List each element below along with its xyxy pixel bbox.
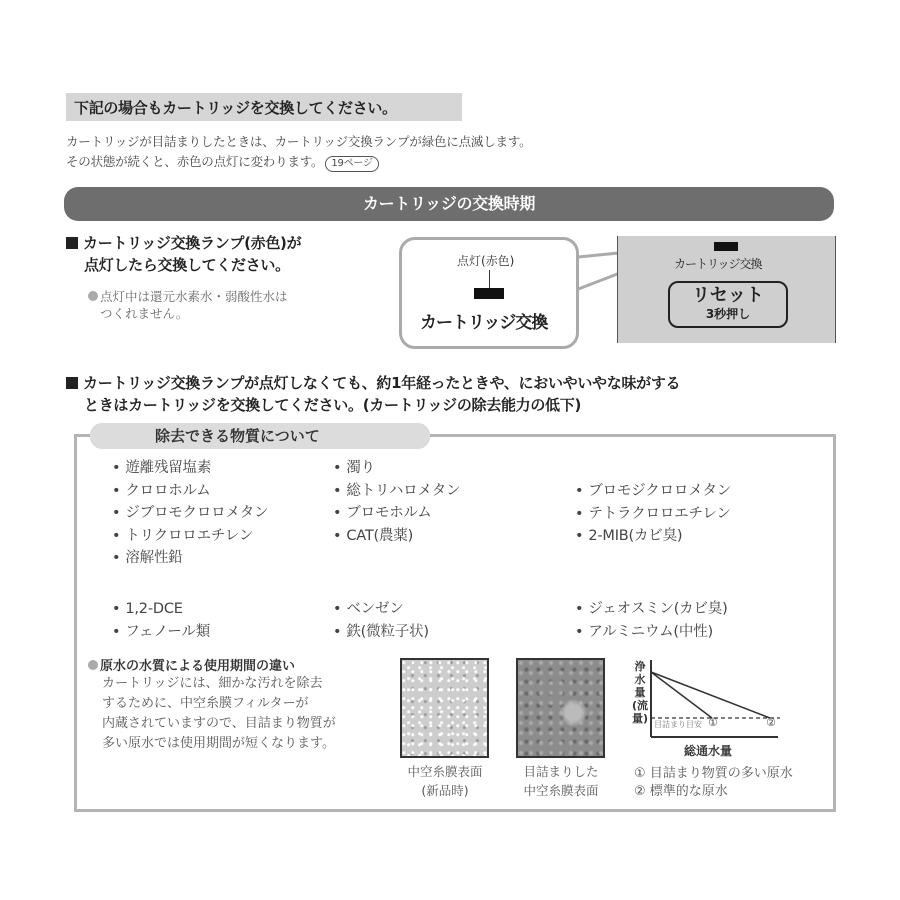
threshold-label: 目詰まり目安 [654,720,702,729]
section-title: カートリッジの交換時期 [64,187,834,221]
list-item: • ブロモジクロロメタン [575,480,731,503]
circle-bullet-icon [88,660,98,670]
square-bullet-icon [66,377,78,389]
substance-list-row2-col3 [575,598,728,643]
list-item: • フェノール類 [112,621,210,644]
substance-list-row2-col2 [333,598,429,643]
graph-xlabel: 総通水量 [684,744,733,758]
list-item: • 濁り [333,457,460,480]
lamp-leader-line [489,270,490,288]
list-item: • アルミニウム(中性) [575,621,728,644]
list-item: • ブロモホルム [333,502,460,525]
circle-bullet-icon [88,291,98,301]
new-membrane-photo [400,658,489,758]
lamp-status-label: 点灯(赤色) [457,254,515,268]
legend-item-1: ① 目詰まり物質の多い原水 [634,766,793,781]
marker-2: ② [766,716,776,729]
list-item: • 1,2-DCE [112,598,210,621]
substance-list-row2-col1 [112,598,210,643]
marker-1: ① [708,716,718,729]
water-quality-heading: 原水の水質による使用期間の違い [100,659,296,674]
notice-title: 下記の場合もカートリッジを交換してください。 [66,93,462,121]
list-item: • CAT(農薬) [333,525,460,548]
list-item: • トリクロロエチレン [112,525,268,548]
cartridge-lamp-icon [714,242,738,251]
list-item: • ジェオスミン(カビ臭) [575,598,728,621]
substance-list-col1 [112,457,268,570]
notice-line-1: カートリッジが目詰まりしたときは、カートリッジ交換ランプが緑色に点滅します。 [66,134,532,149]
red-lamp-note: 点灯中は還元水素水・弱酸性水は つくれません。 [88,288,288,322]
list-item: • クロロホルム [112,480,268,503]
removable-substances-tag: 除去できる物質について [90,423,430,449]
list-item: • テトラクロロエチレン [575,503,731,526]
lamp-callout [399,237,579,349]
lamp-indicator-icon [474,288,504,299]
substance-list-col3 [575,480,731,548]
list-item: • 溶解性鉛 [112,547,268,570]
graph-ylabel: 浄水量(流量) [632,660,649,725]
legend-item-2: ② 標準的な原水 [634,784,728,799]
device-panel [617,236,836,343]
list-item: • 遊離残留塩素 [112,457,268,480]
list-item: • 総トリハロメタン [333,480,460,503]
substance-list-col2 [333,457,460,547]
square-bullet-icon [66,237,78,249]
notice-text [66,132,531,172]
list-item: • 2-MIB(カビ臭) [575,525,731,548]
panel-lamp-label: カートリッジ交換 [674,257,762,271]
notice-line-2: その状態が続くと、赤色の点灯に変わります。 [66,154,324,169]
new-membrane-caption: 中空糸膜表面 (新品時) [407,764,483,798]
list-item: • 鉄(微粒子状) [333,621,429,644]
graph-legend [634,765,793,801]
clogged-membrane-photo [516,658,605,758]
list-item: • ベンゼン [333,598,429,621]
lamp-label: カートリッジ交換 [420,313,548,333]
reset-button[interactable]: リセット 3秒押し [668,281,788,328]
red-lamp-heading: カートリッジ交換ランプ(赤色)が 点灯したら交換してください。 [66,232,301,276]
clogged-membrane-caption: 目詰まりした 中空糸膜表面 [523,764,599,798]
page-reference-link[interactable]: 19ページ [325,156,379,172]
yearly-heading: カートリッジ交換ランプが点灯しなくても、約1年経ったときや、においやいやな味がする ときはカートリッジを交換してください。(カートリッジの除去能力の低下) [66,372,680,416]
water-quality-section: 原水の水質による使用期間の違い カートリッジには、細かな汚れを除去 するために、中空糸膜フィルターが 内蔵されていますので、目詰まり物質が 多い原水では使用期間が短くなります。 [88,655,336,754]
list-item: • ジブロモクロロメタン [112,502,268,525]
